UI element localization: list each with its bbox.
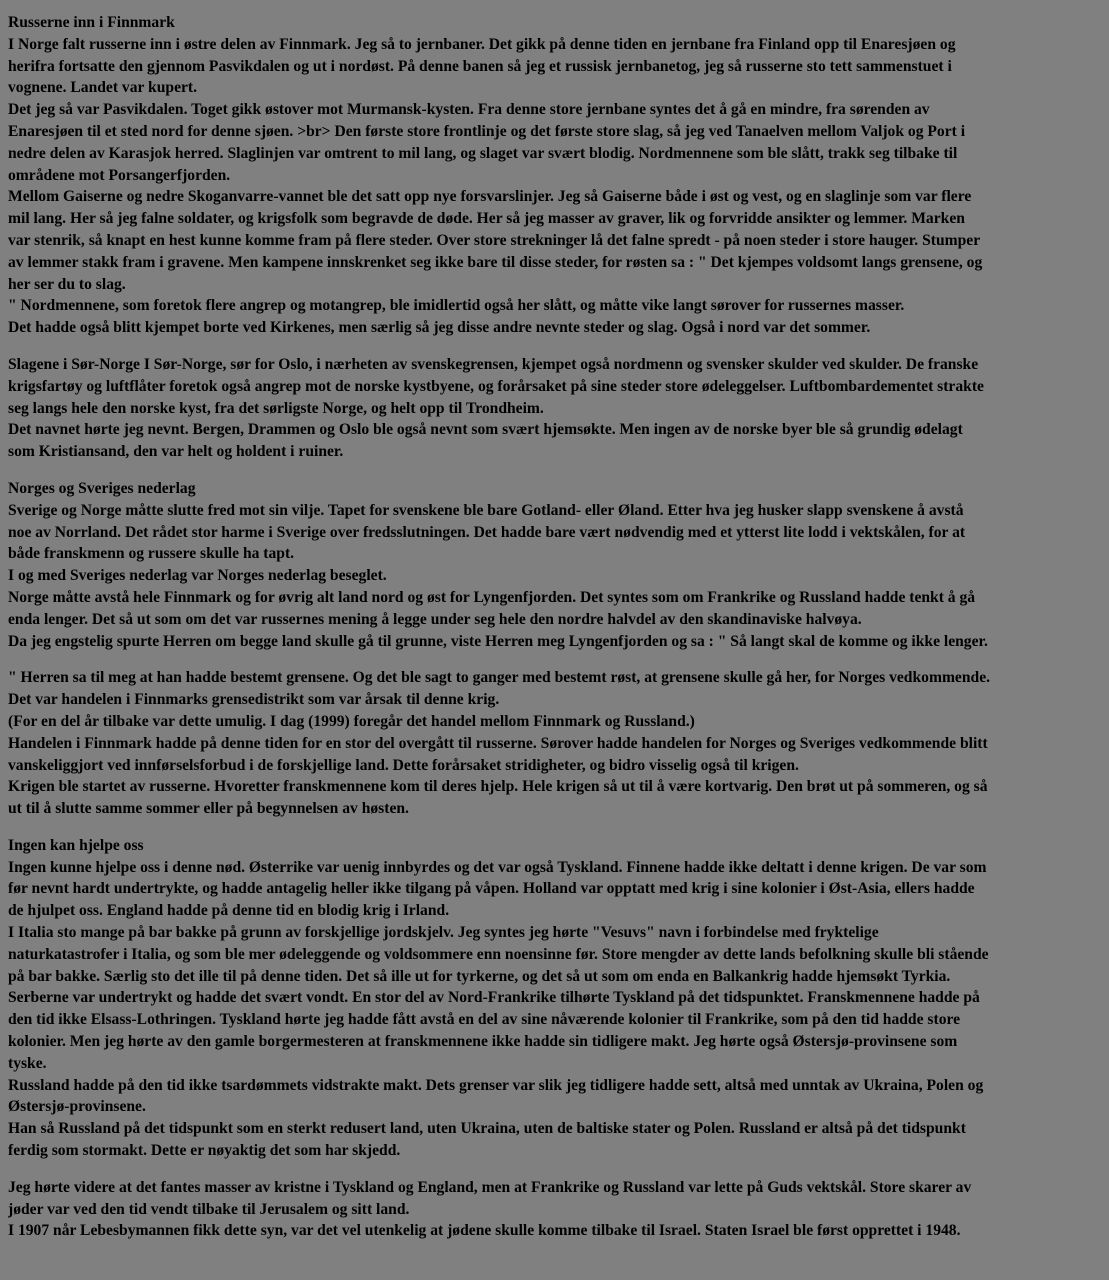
text-line: herifra fortsatte den gjennom Pasvikdalen og ut i nordøst. På denne banen så jeg et russisk jernbanetog, jeg så russerne sto tett sammenstuet i: [8, 57, 952, 75]
text-line: Han så Russland på det tidspunkt som en sterkt redusert land, uten Ukraina, uten de baltiske stater og Polen. Russland er altså på det tidspunkt: [8, 1120, 966, 1138]
text-line: I 1907 når Lebesbymannen fikk dette syn, var det vel utenkelig at jødene skulle komme tilbake til Israel. Staten Israel ble først opprettet i 1948.: [8, 1222, 961, 1240]
text-line: før nevnt hardt undertrykte, og hadde antagelig heller ikke tilgang på våpen. Holland var opptatt med krig i sine kolonier i Øst-Asia, ellers hadde: [8, 880, 975, 898]
text-line: Sverige og Norge måtte slutte fred mot sin vilje. Tapet for svenskene ble bare Gotland- eller Øland. Etter hva jeg husker slapp svenskene å avstå: [8, 501, 964, 519]
text-line: Jeg hørte videre at det fantes masser av kristne i Tyskland og England, men at Frankrike og Russland var lette på Guds vektskål. Store skarer av: [8, 1178, 972, 1196]
text-line: som Kristiansand, den var helt og holdent i ruiner.: [8, 443, 344, 461]
text-line: " Nordmennene, som foretok flere angrep og motangrep, ble imidlertid også her slått, og måtte vike langt sørover for russernes masser.: [8, 297, 905, 315]
text-line: I Norge falt russerne inn i østre delen av Finnmark. Jeg så to jernbaner. Det gikk på denne tiden en jernbane fra Finland opp til Enaresjøen og: [8, 35, 956, 53]
text-section: [8, 667, 1109, 820]
text-line: I og med Sveriges nederlag var Norges nederlag beseglet.: [8, 567, 387, 585]
text-line: Det navnet hørte jeg nevnt. Bergen, Drammen og Oslo ble også nevnt som svært hjemsøkte. Men ingen av de norske byer ble så grundig ødelagt: [8, 421, 963, 439]
text-line: Mellom Gaiserne og nedre Skoganvarre-vannet ble det satt opp nye forsvarslinjer. Jeg så Gaiserne både i øst og vest, og en slaglinje som var flere: [8, 188, 972, 206]
text-section: [8, 478, 1109, 652]
text-line: (For en del år tilbake var dette umulig. I dag (1999) foregår det handel mellom Finnmark og Russland.): [8, 712, 695, 730]
text-line: den tid ikke Elsass-Lothringen. Tyskland hørte jeg hadde fått avstå en del av sine nåværende kolonier til Frankrike, som på den tid hadde store: [8, 1011, 961, 1029]
text-line: krigsfartøy og luftflåter foretok også angrep mot de norske kystbyene, og forårsaket på sine steder store ødeleggelser. Luftbombardementet strakte: [8, 377, 984, 395]
text-line: jøder var ved den tid vendt tilbake til Jerusalem og sitt land.: [8, 1200, 410, 1218]
text-line: var stenrik, så knapt en hest kunne komme fram på flere steder. Over store strekninger lå det falne spredt - på noen steder i store hauger. Stumper: [8, 231, 981, 249]
text-line: Norges og Sveriges nederlag: [8, 479, 196, 497]
text-line: Serberne var undertrykt og hadde det svært vondt. En stor del av Nord-Frankrike tilhørte Tyskland på det tidspunktet. Franskmennene hadde på: [8, 989, 980, 1007]
text-line: noe av Norrland. Det rådet stor harme i Sverige over fredsslutningen. Det hadde bare vært nødvendig med et ytterst lite lodd i vektskålen, for at: [8, 523, 966, 541]
text-line: Det hadde også blitt kjempet borte ved Kirkenes, men særlig så jeg disse andre nevnte steder og slag. Også i nord var det sommer.: [8, 319, 871, 337]
text-line: både franskmenn og russere skulle ha tapt.: [8, 545, 295, 563]
text-line: I Italia sto mange på bar bakke på grunn av forskjellige jordskjelv. Jeg syntes jeg hørte "Vesuvs" navn i forbindelse med fryktelige: [8, 924, 879, 942]
text-line: Østersjø-provinsene.: [8, 1098, 146, 1116]
text-line: kolonier. Men jeg hørte av den gamle borgermesteren at franskmennene ikke hadde sin tidligere makt. Jeg hørte også Østersjø-provinsene som: [8, 1033, 958, 1051]
text-line: de hjulpet oss. England hadde på denne tid en blodig krig i Irland.: [8, 902, 450, 920]
text-line: " Herren sa til meg at han hadde bestemt grensene. Og det ble sagt to ganger med bestemt røst, at grensene skulle gå her, for Norges vedkommende.: [8, 669, 991, 687]
text-section: [8, 1177, 1109, 1242]
text-section: [8, 354, 1109, 463]
text-line: ferdig som stormakt. Dette er nøyaktig det som har skjedd.: [8, 1142, 401, 1160]
text-line: nedre delen av Karasjok herred. Slaglinjen var omtrent to mil lang, og slaget var svært blodig. Nordmennene som ble slått, trakk seg tilbake til: [8, 144, 958, 162]
text-line: Ingen kunne hjelpe oss i denne nød. Østerrike var uenig innbyrdes og det var også Tyskland. Finnene hadde ikke deltatt i denne krigen. De var som: [8, 858, 987, 876]
text-line: Norge måtte avstå hele Finnmark og for øvrig alt land nord og øst for Lyngenfjorden. Det syntes som om Frankrike og Russland hadde tenkt å gå: [8, 588, 976, 606]
text-line: Da jeg engstelig spurte Herren om begge land skulle gå til grunne, viste Herren meg Lyngenfjorden og sa : " Så langt skal de komme og ikke lenger.: [8, 632, 988, 650]
text-line: mil lang. Her så jeg falne soldater, og krigsfolk som begravde de døde. Her så jeg masser av graver, lik og forvridde ansikter og lemmer. Marken: [8, 210, 965, 228]
text-line: Russerne inn i Finnmark: [8, 14, 175, 31]
text-line: Ingen kan hjelpe oss: [8, 836, 144, 854]
text-line: Slagene i Sør-Norge I Sør-Norge, sør for Oslo, i nærheten av svenskegrensen, kjempet også nordmenn og svensker skulder ved skulder. De franske: [8, 355, 979, 373]
text-line: Det var handelen i Finnmarks grensedistrikt som var årsak til denne krig.: [8, 691, 500, 709]
text-line: Russland hadde på den tid ikke tsardømmets vidstrakte makt. Dets grenser var slik jeg tidligere hadde sett, altså med unntak av Ukraina, Polen og: [8, 1076, 984, 1094]
text-line: Krigen ble startet av russerne. Hvoretter franskmennene kom til deres hjelp. Hele krigen så ut til å være kortvarig. Den brøt ut på sommeren, og så: [8, 778, 988, 796]
text-line: vanskeliggjort ved innførselsforbud i de forskjellige land. Dette forårsaket stridigheter, og bidro visselig også til krigen.: [8, 756, 799, 774]
text-line: på bar bakke. Særlig sto det ille til på denne tiden. Det så ille ut for tyrkerne, og det så ut som om enda en Balkankrig hadde hjemsøkt Tyrkia.: [8, 967, 951, 985]
text-line: ut til å slutte samme sommer eller på begynnelsen av høsten.: [8, 800, 409, 818]
text-section: [8, 835, 1109, 1162]
text-line: Enaresjøen til et sted nord for denne sjøen. >br> Den første store frontlinje og det første store slag, så jeg ved Tanaelven mellom Valjok og Port i: [8, 122, 966, 140]
text-section: [8, 12, 1109, 339]
text-line: her ser du to slag.: [8, 275, 126, 293]
text-line: naturkatastrofer i Italia, og som ble mer ødeleggende og voldsommere enn noensinne før. Store mengder av dette lands befolkning skulle bli stående: [8, 945, 989, 963]
text-line: Det jeg så var Pasvikdalen. Toget gikk østover mot Murmansk-kysten. Fra denne store jernbane syntes det å gå en mindre, fra sørenden av: [8, 101, 930, 119]
text-line: enda lenger. Det så ut som om det var russernes mening å legge under seg hele den nordre halvdel av den skandinaviske halvøya.: [8, 610, 862, 628]
text-line: vognene. Landet var kupert.: [8, 79, 198, 97]
text-line: områdene mot Porsangerfjorden.: [8, 166, 231, 184]
text-line: tyske.: [8, 1054, 47, 1072]
text-line: Handelen i Finnmark hadde på denne tiden for en stor del overgått til russerne. Sørover hadde handelen for Norges og Sveriges vedkommende blitt: [8, 734, 988, 752]
text-line: seg langs hele den norske kyst, fra det sørligste Norge, og helt opp til Trondheim.: [8, 399, 544, 417]
text-line: av lemmer stakk fram i gravene. Men kampene innskrenket seg ikke bare til disse steder, for røsten sa : " Det kjempes voldsomt langs grensene, og: [8, 253, 983, 271]
